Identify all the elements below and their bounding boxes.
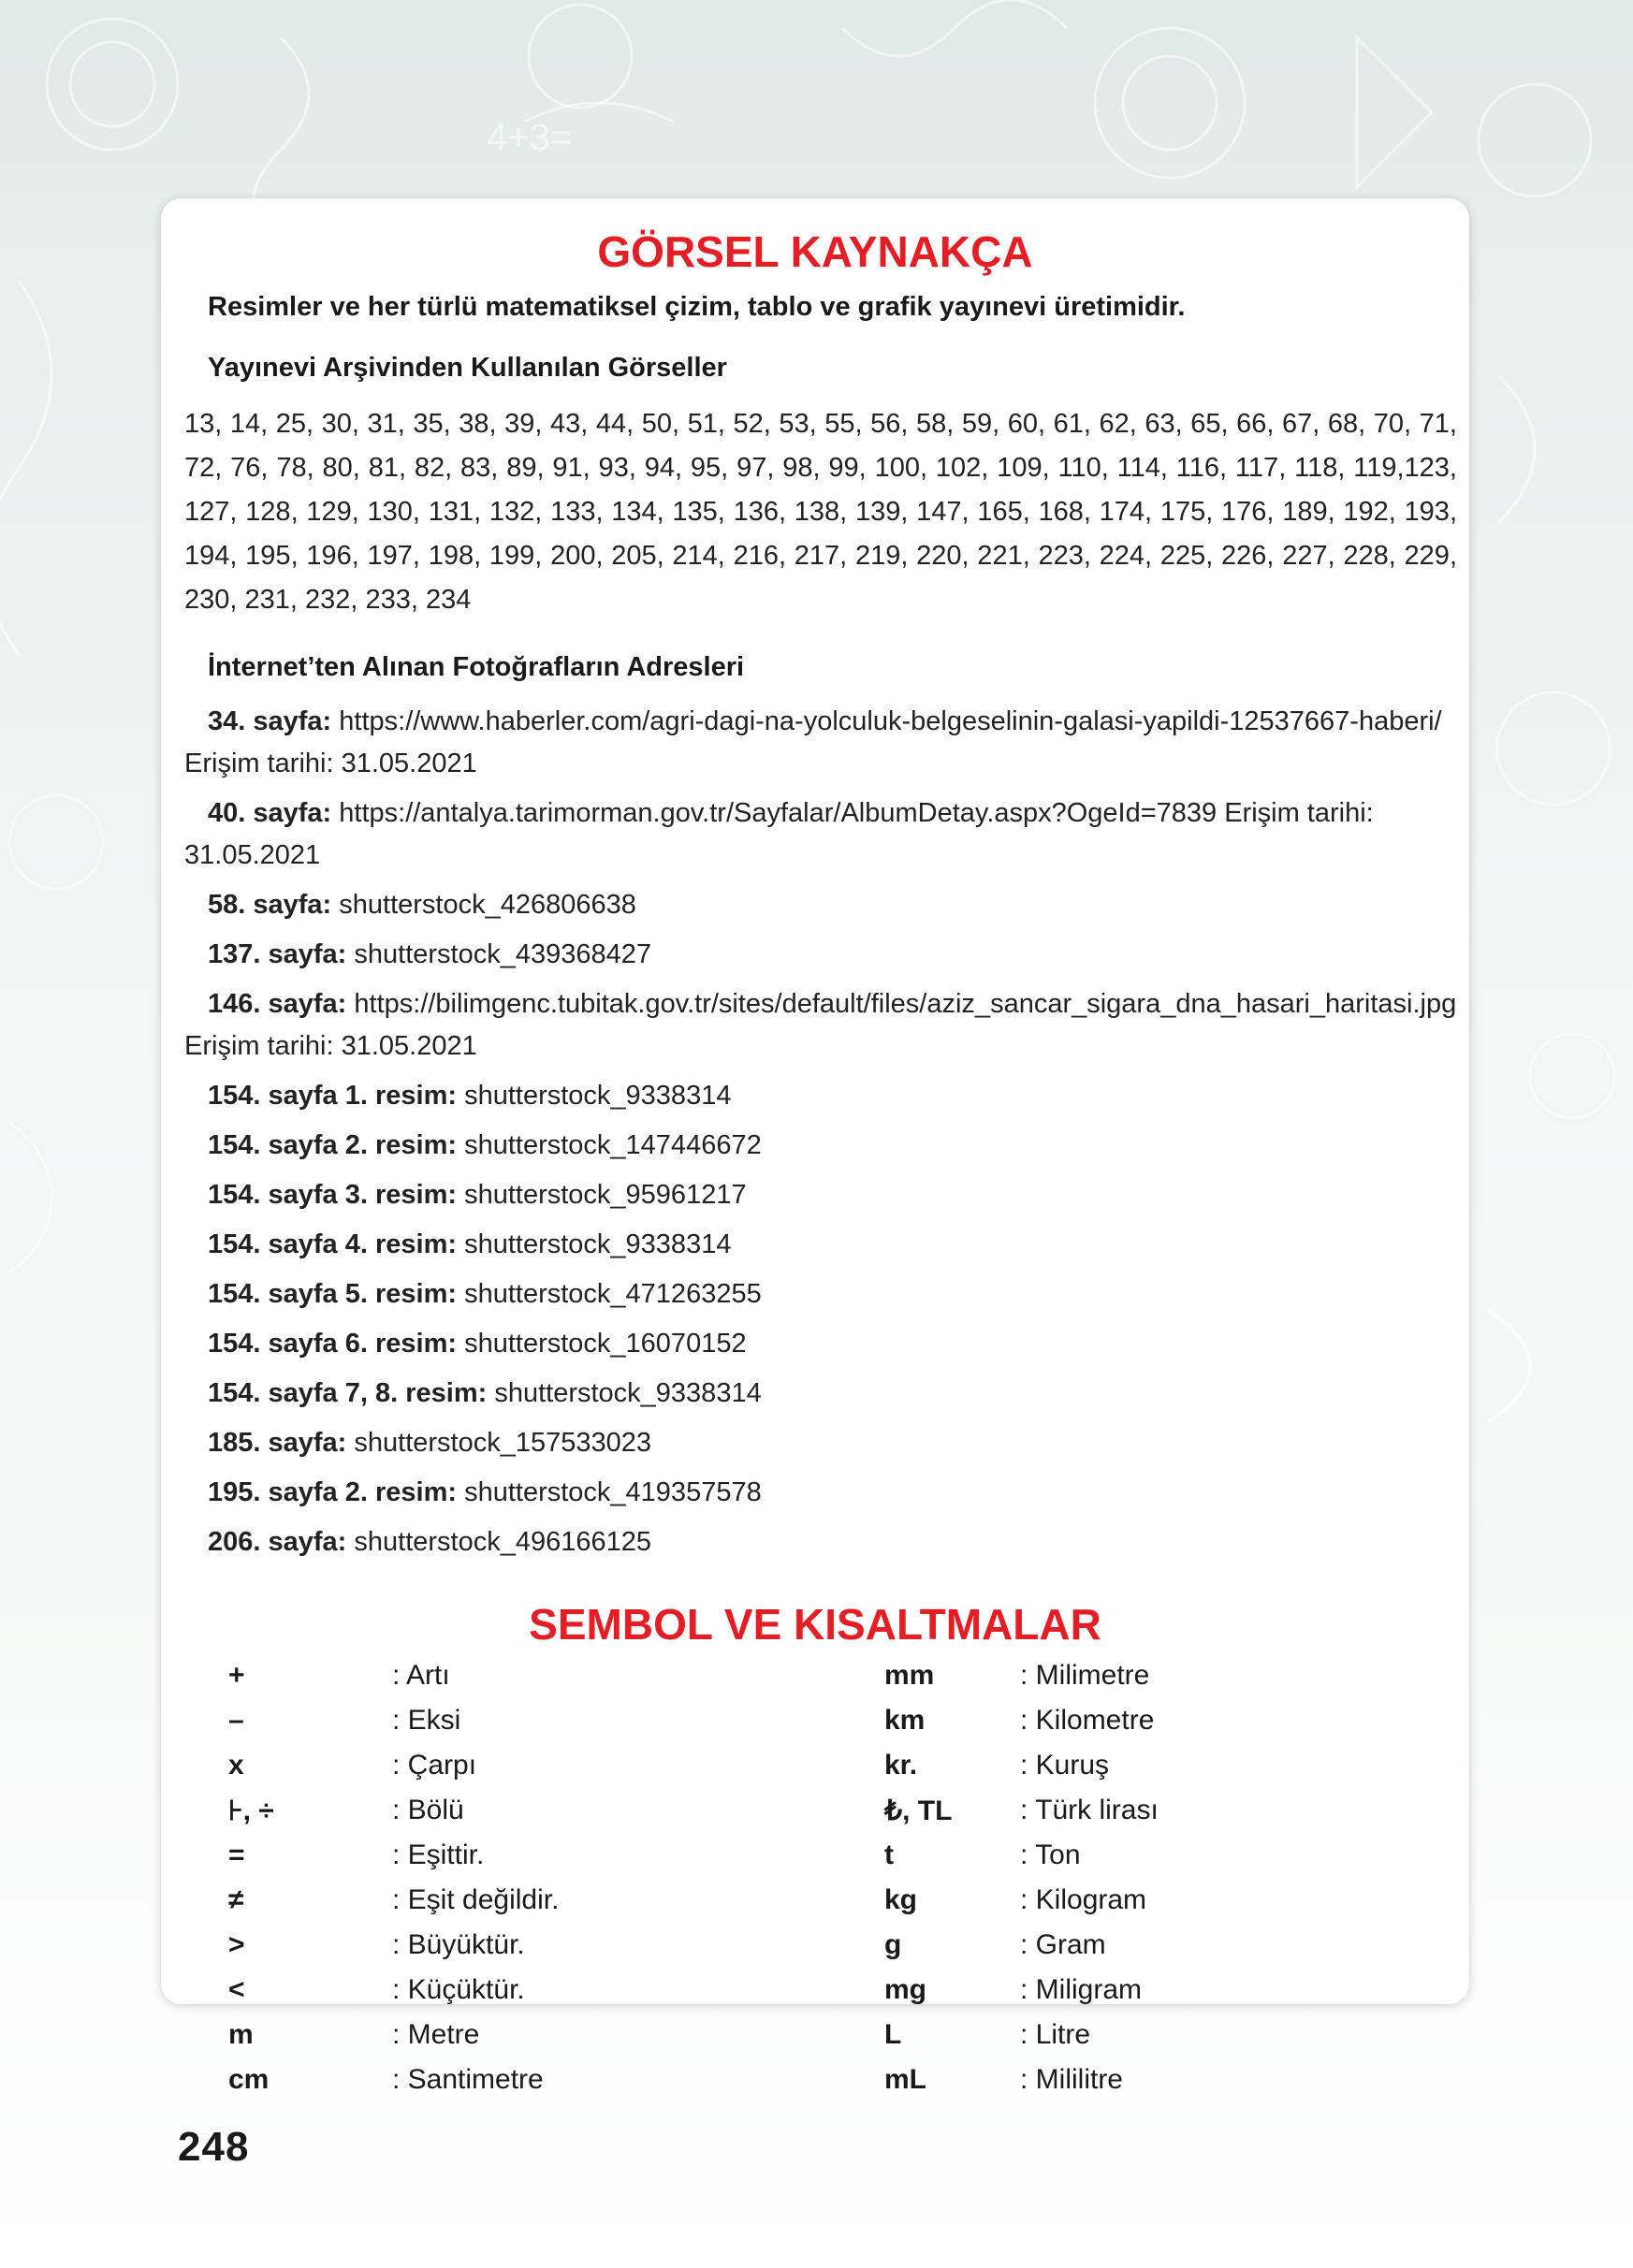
symbol-meaning: : Kuruş [1020, 1750, 1110, 1781]
symbol: x [228, 1750, 244, 1781]
source-item [184, 1472, 1457, 1514]
source-text: shutterstock_95961217 [464, 1180, 747, 1210]
symbol: m [228, 2019, 254, 2050]
source-item [184, 1224, 1457, 1266]
symbols-left-column [228, 1660, 603, 2109]
symbol-row [884, 1884, 1259, 1929]
source-label: 58. sayfa: [208, 890, 332, 920]
symbol: mm [884, 1660, 935, 1691]
source-label: 40. sayfa: [208, 798, 332, 828]
symbol-meaning: : Eşit değildir. [392, 1884, 560, 1915]
source-text: shutterstock_419357578 [464, 1477, 762, 1507]
archive-heading: Yayınevi Arşivinden Kullanılan Görseller [208, 353, 727, 383]
symbol-row [228, 1705, 603, 1750]
source-label: 146. sayfa: [208, 989, 347, 1019]
symbol: > [228, 1929, 245, 1960]
archive-page-numbers: 13, 14, 25, 30, 31, 35, 38, 39, 43, 44, 50, 51, 52, 53, 55, 56, 58, 59, 60, 61, 62, 63, 65, 66, 67, 68, 70, 71, 72, 76, 78, 80, 81, 82, 83, 89, 91, 93, 94, 95, 97, 98, 99, 100, 102, 109, 110, 114, 116, 117, 118, 119,123, 127, 128, 129, 130, 131, 132, 133, 134, 135, 136, 138, 139, 147, 165, 168, 174, 175, 176, 189, 192, 193, 194, 195, 196, 197, 198, 199, 200, 205, 214, 216, 217, 219, 220, 221, 223, 224, 225, 226, 227, 228, 229, 230, 231, 232, 233, 234 [184, 409, 1457, 615]
symbol: cm [228, 2064, 270, 2095]
symbol: ₺, TL [884, 1796, 953, 1826]
source-text: shutterstock_16070152 [464, 1329, 747, 1359]
symbol-meaning: : Çarpı [392, 1750, 477, 1781]
source-item [184, 1125, 1457, 1167]
symbol-row [884, 2064, 1259, 2109]
symbol-row [884, 1705, 1259, 1750]
source-label: 195. sayfa 2. resim: [208, 1477, 458, 1507]
symbol: + [228, 1660, 245, 1691]
symbol-meaning: : Kilogram [1020, 1884, 1147, 1915]
symbol-row [228, 2064, 603, 2109]
source-label: 154. sayfa 3. resim: [208, 1180, 458, 1210]
symbol: mg [884, 1974, 926, 2005]
symbol-meaning: : Metre [392, 2019, 480, 2050]
symbol: ⊦, ÷ [228, 1796, 274, 1826]
source-item [184, 934, 1457, 976]
source-label: 206. sayfa: [208, 1527, 347, 1557]
source-list [184, 701, 1457, 1571]
symbol-row [228, 1750, 603, 1795]
symbol-row [884, 1929, 1259, 1974]
source-label: 34. sayfa: [208, 706, 332, 736]
source-item [184, 1521, 1457, 1563]
source-text: https://bilimgenc.tubitak.gov.tr/sites/default/files/aziz_sancar_sigara_dna_hasari_haritasi.jpg Erişim tarihi: 31.05.2021 [184, 989, 1457, 1061]
source-label: 185. sayfa: [208, 1428, 347, 1458]
symbol-meaning: : Miligram [1020, 1974, 1143, 2005]
source-item [184, 792, 1457, 877]
symbol-row [884, 1795, 1259, 1839]
symbol-meaning: : Gram [1020, 1929, 1106, 1960]
symbol-meaning: : Kilometre [1020, 1705, 1155, 1736]
source-text: shutterstock_471263255 [464, 1279, 762, 1309]
source-item [184, 1373, 1457, 1415]
source-text: shutterstock_9338314 [464, 1081, 732, 1111]
page-number: 248 [178, 2124, 250, 2170]
symbol-meaning: : Eksi [392, 1705, 461, 1736]
symbol-meaning: : Artı [392, 1660, 450, 1691]
symbol-row [228, 2019, 603, 2064]
source-text: shutterstock_439368427 [354, 939, 652, 969]
source-label: 137. sayfa: [208, 939, 347, 969]
source-label: 154. sayfa 4. resim: [208, 1229, 458, 1259]
intro-text: Resimler ve her türlü matematiksel çizim, tablo ve grafik yayınevi üretimidir. [208, 292, 1186, 322]
svg-text:4+3=: 4+3= [487, 117, 573, 158]
source-item [184, 1174, 1457, 1216]
symbol-meaning: : Küçüktür. [392, 1974, 525, 2005]
source-item [184, 983, 1457, 1068]
internet-heading: İnternet’ten Alınan Fotoğrafların Adresleri [208, 652, 745, 682]
symbol: – [228, 1705, 244, 1736]
symbol-row [228, 1660, 603, 1705]
symbol-row [884, 1839, 1259, 1884]
symbols-title: SEMBOL VE KISALTMALAR [529, 1600, 1101, 1649]
source-label: 154. sayfa 7, 8. resim: [208, 1378, 488, 1408]
source-text: shutterstock_9338314 [494, 1378, 762, 1408]
symbol: kr. [884, 1750, 918, 1781]
symbol-row [884, 1750, 1259, 1795]
source-label: 154. sayfa 2. resim: [208, 1130, 458, 1160]
symbol-row [228, 1839, 603, 1884]
symbol-row [228, 1795, 603, 1839]
symbol: ≠ [228, 1884, 244, 1915]
source-item [184, 1273, 1457, 1316]
symbol: t [884, 1839, 894, 1870]
source-item [184, 1323, 1457, 1365]
symbol-row [228, 1884, 603, 1929]
content-card [161, 198, 1469, 2095]
source-text: shutterstock_147446672 [464, 1130, 762, 1160]
source-text: shutterstock_9338314 [464, 1229, 732, 1259]
symbol-meaning: : Litre [1020, 2019, 1091, 2050]
symbol-meaning: : Ton [1020, 1839, 1081, 1870]
symbol: kg [884, 1884, 918, 1915]
symbol: < [228, 1974, 245, 2005]
symbol: = [228, 1839, 245, 1870]
symbol-row [884, 1974, 1259, 2019]
source-text: https://antalya.tarimorman.gov.tr/Sayfalar/AlbumDetay.aspx?OgeId=7839 Erişim tarihi: 31.05.2021 [184, 798, 1374, 870]
source-item [184, 884, 1457, 926]
source-label: 154. sayfa 1. resim: [208, 1081, 458, 1111]
page-title: GÖRSEL KAYNAKÇA [597, 227, 1033, 276]
symbol: g [884, 1929, 902, 1960]
source-text: shutterstock_426806638 [339, 890, 636, 920]
symbol: km [884, 1705, 926, 1736]
symbol-row [884, 1660, 1259, 1705]
symbol-meaning: : Bölü [392, 1795, 464, 1825]
symbol-meaning: : Büyüktür. [392, 1929, 525, 1960]
source-text: https://www.haberler.com/agri-dagi-na-yolculuk-belgeselinin-galasi-yapildi-12537667-haberi/ Erişim tarihi: 31.05.2021 [184, 706, 1442, 778]
source-text: shutterstock_157533023 [354, 1428, 652, 1458]
symbol-row [228, 1929, 603, 1974]
symbol-meaning: : Milimetre [1020, 1660, 1150, 1691]
source-label: 154. sayfa 6. resim: [208, 1329, 458, 1359]
source-item [184, 1422, 1457, 1464]
source-item [184, 701, 1457, 785]
source-item [184, 1075, 1457, 1117]
symbol-meaning: : Türk lirası [1020, 1795, 1159, 1825]
symbol-meaning: : Santimetre [392, 2064, 544, 2095]
symbol: L [884, 2019, 902, 2050]
source-label: 154. sayfa 5. resim: [208, 1279, 458, 1309]
symbol: mL [884, 2064, 926, 2095]
symbol-row [228, 1974, 603, 2019]
symbols-right-column [884, 1660, 1259, 2109]
symbol-row [884, 2019, 1259, 2064]
symbol-meaning: : Eşittir. [392, 1839, 485, 1870]
source-text: shutterstock_496166125 [354, 1527, 652, 1557]
symbol-meaning: : Mililitre [1020, 2064, 1123, 2095]
